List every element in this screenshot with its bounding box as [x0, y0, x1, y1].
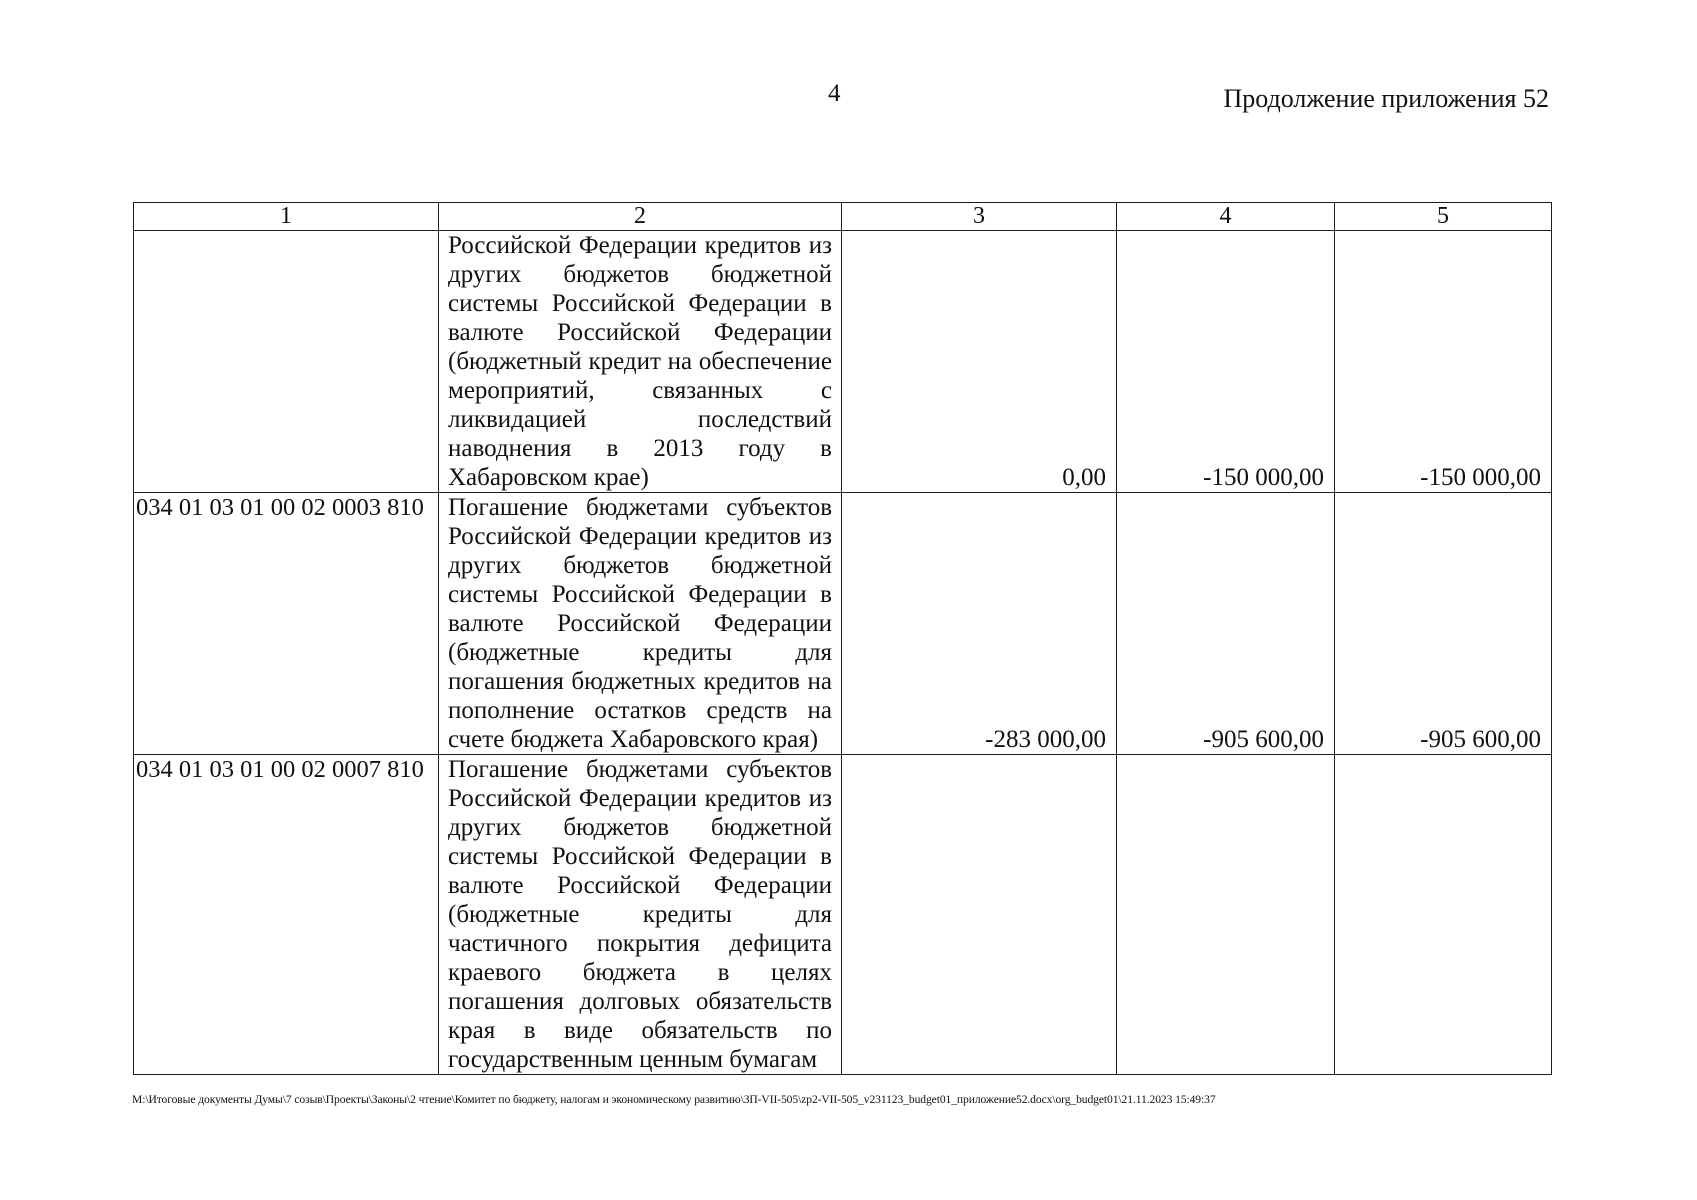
- amount-col5-cell: -150 000,00: [1335, 231, 1552, 493]
- table-row: [134, 231, 1552, 493]
- column-header: 1: [134, 203, 439, 231]
- table-header-row: [134, 203, 1552, 231]
- description-cell: Погашение бюджетами субъектов Российской Федерации кредитов из других бюджетов бюджетной системы Российской Федерации в валюте Российской Федерации (бюджетные кредиты для погашения бюджетных кредитов на пополнение остатков средств на счете бюджета Хабаровского края): [439, 493, 842, 755]
- column-header: 4: [1117, 203, 1335, 231]
- amount-col5-cell: [1335, 755, 1552, 1075]
- column-header: 3: [842, 203, 1117, 231]
- amount-col5-cell: -905 600,00: [1335, 493, 1552, 755]
- amount-col3-cell: -283 000,00: [842, 493, 1117, 755]
- amount-col4-cell: -150 000,00: [1117, 231, 1335, 493]
- table-row: [134, 755, 1552, 1075]
- description-cell: Погашение бюджетами субъектов Российской Федерации кредитов из других бюджетов бюджетной системы Российской Федерации в валюте Российской Федерации (бюджетные кредиты для частичного покрытия дефицита краевого бюджета в целях погашения долговых обязательств края в виде обязательств по государственным ценным бумагам: [439, 755, 842, 1075]
- document-file-path: M:\Итоговые документы Думы\7 созыв\Проекты\Законы\2 чтение\Комитет по бюджету, налогам и экономическому развитию\ЗП-VII-505\zp2-VII-505_v231123_budget01_приложение52.docx\org_budget01\21.11.2023 15:49:37: [132, 1093, 1216, 1106]
- amount-col3-cell: 0,00: [842, 231, 1117, 493]
- column-header: 5: [1335, 203, 1552, 231]
- description-cell: Российской Федерации кредитов из других бюджетов бюджетной системы Российской Федерации в валюте Российской Федерации (бюджетный кредит на обеспечение мероприятий, связанных с ликвидацией последствий наводнения в 2013 году в Хабаровском крае): [439, 231, 842, 493]
- amount-col4-cell: -905 600,00: [1117, 493, 1335, 755]
- appendix-continuation-note: Продолжение приложения 52: [1223, 84, 1549, 113]
- page-number: 4: [828, 80, 841, 107]
- column-header: 2: [439, 203, 842, 231]
- amount-col3-cell: [842, 755, 1117, 1075]
- budget-table: [133, 202, 1552, 1075]
- budget-code-cell: 034 01 03 01 00 02 0003 810: [134, 493, 439, 755]
- budget-code-cell: 034 01 03 01 00 02 0007 810: [134, 755, 439, 1075]
- budget-code-cell: [134, 231, 439, 493]
- amount-col4-cell: [1117, 755, 1335, 1075]
- table-row: [134, 493, 1552, 755]
